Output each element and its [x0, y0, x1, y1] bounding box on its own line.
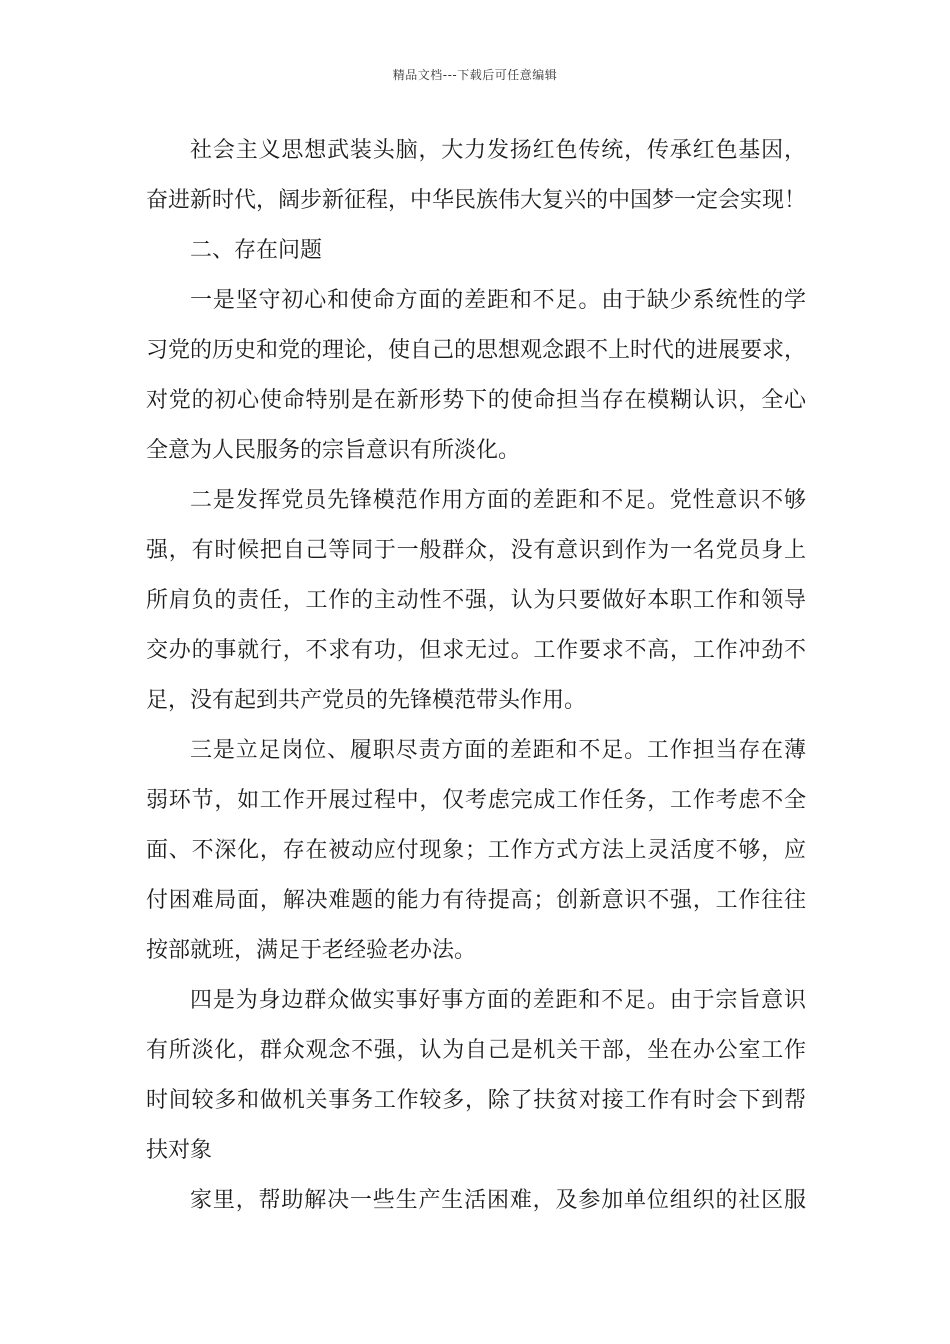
text-line: 交办的事就行，不求有功，但求无过。工作要求不高，工作冲劲不 [146, 638, 806, 663]
text-line: 所肩负的责任，工作的主动性不强，认为只要做好本职工作和领导 [146, 588, 806, 613]
text-line: 二是发挥党员先锋模范作用方面的差距和不足。党性意识不够 [190, 488, 806, 513]
text-line: 家里，帮助解决一些生产生活困难，及参加单位组织的社区服 [190, 1188, 806, 1213]
text-line: 三是立足岗位、履职尽责方面的差距和不足。工作担当存在薄 [190, 738, 806, 763]
text-line: 有所淡化，群众观念不强，认为自己是机关干部，坐在办公室工作 [146, 1038, 806, 1063]
text-line: 对党的初心使命特别是在新形势下的使命担当存在模糊认识，全心 [146, 388, 806, 413]
text-line: 强，有时候把自己等同于一般群众，没有意识到作为一名党员身上 [146, 538, 806, 563]
text-line: 付困难局面，解决难题的能力有待提高；创新意识不强，工作往往 [146, 888, 806, 913]
text-line: 扶对象 [146, 1138, 213, 1163]
text-line: 习党的历史和党的理论，使自己的思想观念跟不上时代的进展要求， [146, 338, 807, 363]
section-heading: 二、存在问题 [190, 238, 323, 263]
text-line: 时间较多和做机关事务工作较多，除了扶贫对接工作有时会下到帮 [146, 1088, 806, 1113]
text-line: 全意为人民服务的宗旨意识有所淡化。 [146, 438, 521, 463]
text-line: 四是为身边群众做实事好事方面的差距和不足。由于宗旨意识 [190, 988, 806, 1013]
text-line: 弱环节，如工作开展过程中，仅考虑完成工作任务，工作考虑不全 [146, 788, 806, 813]
text-line: 足，没有起到共产党员的先锋模范带头作用。 [146, 688, 587, 713]
text-line: 社会主义思想武装头脑，大力发扬红色传统，传承红色基因， [190, 138, 806, 163]
text-line: 奋进新时代，阔步新征程，中华民族伟大复兴的中国梦一定会实现！ [146, 188, 807, 213]
page-header: 精品文档---下载后可任意编辑 [392, 68, 558, 82]
text-line: 面、不深化，存在被动应付现象；工作方式方法上灵活度不够，应 [146, 838, 806, 863]
text-line: 按部就班，满足于老经验老办法。 [146, 938, 477, 963]
text-line: 一是坚守初心和使命方面的差距和不足。由于缺少系统性的学 [190, 288, 806, 313]
